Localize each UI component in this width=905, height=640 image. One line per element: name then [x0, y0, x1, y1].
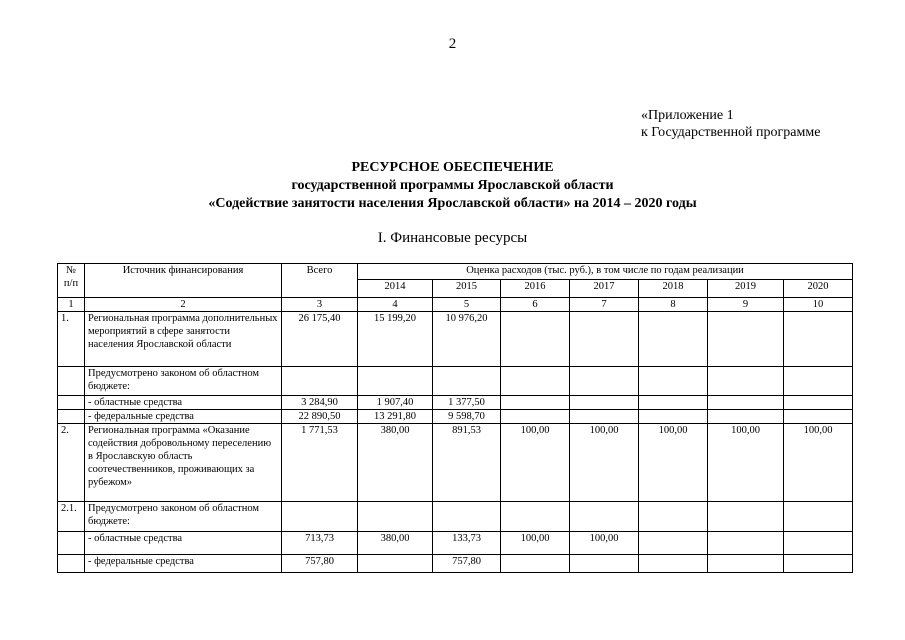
row-number-cell — [58, 532, 85, 555]
column-number: 5 — [433, 298, 501, 312]
table-row — [58, 410, 853, 424]
row-number-cell — [58, 396, 85, 410]
total-cell: 26 175,40 — [282, 312, 358, 367]
year-value-cell — [639, 312, 708, 367]
year-value-cell — [570, 410, 639, 424]
header-years-caption: Оценка расходов (тыс. руб.), в том числе по годам реализации — [358, 264, 853, 280]
column-number: 6 — [501, 298, 570, 312]
year-value-cell: 100,00 — [570, 424, 639, 502]
year-value-cell: 133,73 — [433, 532, 501, 555]
year-value-cell: 100,00 — [501, 424, 570, 502]
table-row — [58, 502, 853, 532]
total-cell: 3 284,90 — [282, 396, 358, 410]
header-number: № п/п — [58, 264, 85, 298]
year-value-cell — [570, 502, 639, 532]
year-value-cell — [639, 396, 708, 410]
source-cell: Предусмотрено законом об областном бюджете: — [85, 367, 282, 396]
year-value-cell — [784, 532, 853, 555]
table-row — [58, 396, 853, 410]
column-number: 8 — [639, 298, 708, 312]
header-year: 2020 — [784, 280, 853, 298]
year-value-cell — [708, 396, 784, 410]
row-number-cell: 2. — [58, 424, 85, 502]
source-cell: - федеральные средства — [85, 410, 282, 424]
table-row — [58, 424, 853, 502]
appendix-line-1: «Приложение 1 — [641, 108, 734, 123]
column-number: 10 — [784, 298, 853, 312]
year-value-cell: 15 199,20 — [358, 312, 433, 367]
header-year: 2019 — [708, 280, 784, 298]
year-value-cell: 1 907,40 — [358, 396, 433, 410]
year-value-cell — [501, 502, 570, 532]
year-value-cell — [708, 555, 784, 573]
year-value-cell — [570, 367, 639, 396]
year-value-cell — [784, 410, 853, 424]
appendix-note — [641, 107, 820, 141]
table-row — [58, 312, 853, 367]
year-value-cell — [358, 555, 433, 573]
column-number: 1 — [58, 298, 85, 312]
year-value-cell: 100,00 — [784, 424, 853, 502]
year-value-cell — [708, 367, 784, 396]
year-value-cell: 100,00 — [639, 424, 708, 502]
year-value-cell: 100,00 — [501, 532, 570, 555]
title-line-1: РЕСУРСНОЕ ОБЕСПЕЧЕНИЕ — [351, 160, 554, 175]
header-total: Всего — [282, 264, 358, 298]
row-number-cell — [58, 367, 85, 396]
year-value-cell — [639, 367, 708, 396]
year-value-cell: 13 291,80 — [358, 410, 433, 424]
source-cell: Предусмотрено законом об областном бюджете: — [85, 502, 282, 532]
total-cell: 713,73 — [282, 532, 358, 555]
financial-resources-table — [57, 263, 853, 573]
total-cell — [282, 367, 358, 396]
year-value-cell: 380,00 — [358, 424, 433, 502]
column-number: 4 — [358, 298, 433, 312]
year-value-cell — [501, 367, 570, 396]
column-number: 3 — [282, 298, 358, 312]
year-value-cell — [784, 555, 853, 573]
header-year: 2014 — [358, 280, 433, 298]
year-value-cell — [501, 555, 570, 573]
section-title: I. Финансовые ресурсы — [377, 230, 528, 246]
year-value-cell — [708, 502, 784, 532]
row-number-cell: 2.1. — [58, 502, 85, 532]
header-source: Источник финансирования — [85, 264, 282, 298]
year-value-cell — [639, 555, 708, 573]
year-value-cell — [708, 312, 784, 367]
row-number-cell: 1. — [58, 312, 85, 367]
title-line-3: «Содействие занятости населения Ярославской области» на 2014 – 2020 годы — [208, 196, 697, 211]
table-row — [58, 367, 853, 396]
source-cell: - областные средства — [85, 396, 282, 410]
year-value-cell: 9 598,70 — [433, 410, 501, 424]
document-title — [0, 159, 905, 213]
row-number-cell — [58, 410, 85, 424]
header-year: 2017 — [570, 280, 639, 298]
year-value-cell — [784, 502, 853, 532]
year-value-cell: 100,00 — [570, 532, 639, 555]
year-value-cell — [784, 312, 853, 367]
row-number-cell — [58, 555, 85, 573]
header-year: 2018 — [639, 280, 708, 298]
year-value-cell — [570, 312, 639, 367]
year-value-cell — [570, 555, 639, 573]
year-value-cell: 10 976,20 — [433, 312, 501, 367]
year-value-cell — [570, 396, 639, 410]
total-cell — [282, 502, 358, 532]
header-year: 2016 — [501, 280, 570, 298]
year-value-cell — [358, 367, 433, 396]
total-cell: 22 890,50 — [282, 410, 358, 424]
page-number: 2 — [448, 36, 457, 52]
source-cell: Региональная программа «Оказание содействия добровольному переселению в Ярославскую область соотечественников, проживающих за рубежом» — [85, 424, 282, 502]
year-value-cell — [784, 367, 853, 396]
total-cell: 1 771,53 — [282, 424, 358, 502]
year-value-cell — [784, 396, 853, 410]
source-cell: - областные средства — [85, 532, 282, 555]
year-value-cell: 757,80 — [433, 555, 501, 573]
year-value-cell: 891,53 — [433, 424, 501, 502]
year-value-cell — [639, 532, 708, 555]
header-year: 2015 — [433, 280, 501, 298]
year-value-cell — [708, 532, 784, 555]
title-line-2: государственной программы Ярославской области — [291, 178, 614, 193]
table-row — [58, 555, 853, 573]
source-cell: Региональная программа дополнительных мероприятий в сфере занятости населения Ярославской области — [85, 312, 282, 367]
column-number: 2 — [85, 298, 282, 312]
year-value-cell — [433, 367, 501, 396]
year-value-cell — [639, 410, 708, 424]
table-row — [58, 532, 853, 555]
year-value-cell — [501, 312, 570, 367]
column-number: 9 — [708, 298, 784, 312]
column-number: 7 — [570, 298, 639, 312]
year-value-cell: 100,00 — [708, 424, 784, 502]
total-cell: 757,80 — [282, 555, 358, 573]
year-value-cell — [639, 502, 708, 532]
year-value-cell: 380,00 — [358, 532, 433, 555]
year-value-cell — [708, 410, 784, 424]
source-cell: - федеральные средства — [85, 555, 282, 573]
year-value-cell — [433, 502, 501, 532]
year-value-cell — [501, 410, 570, 424]
appendix-line-2: к Государственной программе — [641, 125, 821, 140]
year-value-cell — [501, 396, 570, 410]
year-value-cell — [358, 502, 433, 532]
year-value-cell: 1 377,50 — [433, 396, 501, 410]
